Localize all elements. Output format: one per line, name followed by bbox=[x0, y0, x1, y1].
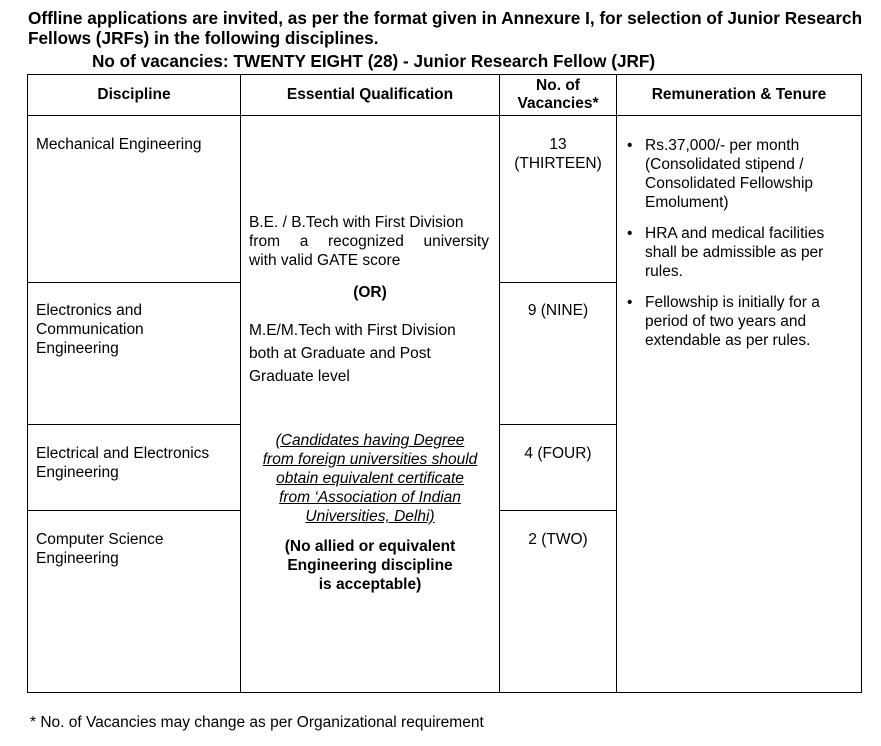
column-divider bbox=[240, 74, 241, 693]
remuneration-line: Rs.37,000/- per month bbox=[645, 137, 800, 154]
remuneration-line: period of two years and bbox=[645, 313, 807, 330]
header-discipline: Discipline bbox=[97, 86, 171, 103]
qualification-line: both at Graduate and Post bbox=[249, 345, 431, 362]
discipline-cell bbox=[36, 135, 236, 154]
header-remuneration: Remuneration & Tenure bbox=[651, 86, 827, 103]
discipline-line: Communication bbox=[36, 321, 144, 338]
discipline-line: Computer Science bbox=[36, 531, 164, 548]
remuneration-line: rules. bbox=[645, 263, 683, 280]
remuneration-line: Emolument) bbox=[645, 194, 729, 211]
vacancies-line: 2 (TWO) bbox=[528, 531, 588, 548]
row-divider bbox=[27, 510, 240, 511]
row-divider bbox=[27, 424, 240, 425]
qualification-line: (No allied or equivalent bbox=[284, 538, 456, 555]
bullet-icon: • bbox=[627, 225, 633, 242]
header-divider bbox=[27, 115, 862, 116]
qualification-allied-note bbox=[241, 537, 499, 594]
vacancies-cell bbox=[500, 530, 616, 549]
remuneration-list bbox=[623, 136, 857, 350]
discipline-line: Engineering bbox=[36, 550, 119, 567]
column-divider bbox=[616, 74, 617, 693]
qualification-line: Graduate level bbox=[249, 368, 350, 385]
row-divider bbox=[499, 424, 616, 425]
row-divider bbox=[499, 510, 616, 511]
header-vacancies-line: Vacancies* bbox=[517, 95, 599, 112]
qualification-line: is acceptable) bbox=[318, 576, 422, 593]
table-border-right bbox=[861, 74, 862, 693]
qualification-or: (OR) bbox=[353, 284, 387, 301]
qualification-line: Universities, Delhi) bbox=[305, 508, 435, 525]
vacancies-line: (THIRTEEN) bbox=[514, 155, 602, 172]
qualification-line: B.E. / B.Tech with First Division bbox=[249, 214, 464, 231]
vacancies-line: 13 bbox=[549, 136, 567, 153]
row-divider bbox=[499, 282, 616, 283]
qualification-line: with valid GATE score bbox=[249, 252, 401, 269]
header-vacancies-line: No. of bbox=[536, 77, 580, 94]
vacancies-line: 9 (NINE) bbox=[527, 302, 589, 319]
vacancies-subheading: No of vacancies: TWENTY EIGHT (28) - Junior Research Fellow (JRF) bbox=[92, 51, 656, 71]
vacancies-cell bbox=[500, 444, 616, 463]
qualification-line: M.E/M.Tech with First Division bbox=[249, 322, 456, 339]
footnote: * No. of Vacancies may change as per Organizational requirement bbox=[30, 714, 484, 731]
remuneration-item bbox=[623, 136, 857, 212]
bullet-icon: • bbox=[627, 294, 633, 311]
discipline-line: Electronics and bbox=[36, 302, 142, 319]
remuneration-line: HRA and medical facilities bbox=[645, 225, 825, 242]
discipline-cell bbox=[36, 444, 236, 482]
table-border-top bbox=[27, 74, 862, 75]
remuneration-line: Consolidated Fellowship bbox=[645, 175, 814, 192]
vacancies-line: 4 (FOUR) bbox=[524, 445, 592, 462]
qualification-foreign-note bbox=[241, 431, 499, 526]
remuneration-item bbox=[623, 224, 857, 281]
row-divider bbox=[27, 282, 240, 283]
vacancies-cell bbox=[500, 135, 616, 173]
remuneration-line: (Consolidated stipend / bbox=[645, 156, 804, 173]
qualification-line: (Candidates having Degree bbox=[275, 432, 465, 449]
qualification-me bbox=[249, 319, 494, 388]
remuneration-line: extendable as per rules. bbox=[645, 332, 811, 349]
table-border-bottom bbox=[27, 692, 862, 693]
header-vacancies bbox=[500, 77, 616, 113]
remuneration-line: Fellowship is initially for a bbox=[645, 294, 820, 311]
qualification-line: from ‘Association of Indian bbox=[279, 489, 461, 506]
qualification-line: from a recognized university bbox=[249, 233, 489, 250]
qualification-line: from foreign universities should bbox=[262, 451, 478, 468]
intro-paragraph: Offline applications are invited, as per the format given in Annexure I, for selection of Junior Research Fellows (JRFs) in the following disciplines. bbox=[28, 8, 863, 48]
header-qualification: Essential Qualification bbox=[286, 86, 454, 103]
discipline-cell bbox=[36, 301, 236, 358]
discipline-line: Mechanical Engineering bbox=[36, 136, 202, 153]
remuneration-item bbox=[623, 293, 857, 350]
qualification-line: obtain equivalent certificate bbox=[276, 470, 464, 487]
table-border-left bbox=[27, 74, 28, 693]
bullet-icon: • bbox=[627, 137, 633, 154]
discipline-line: Engineering bbox=[36, 464, 119, 481]
discipline-line: Electrical and Electronics bbox=[36, 445, 210, 462]
discipline-line: Engineering bbox=[36, 340, 119, 357]
qualification-line: Engineering discipline bbox=[287, 557, 453, 574]
qualification-be bbox=[249, 213, 489, 270]
discipline-cell bbox=[36, 530, 236, 568]
remuneration-line: shall be admissible as per bbox=[645, 244, 824, 261]
remuneration-cell bbox=[623, 136, 857, 350]
vacancies-cell bbox=[500, 301, 616, 320]
